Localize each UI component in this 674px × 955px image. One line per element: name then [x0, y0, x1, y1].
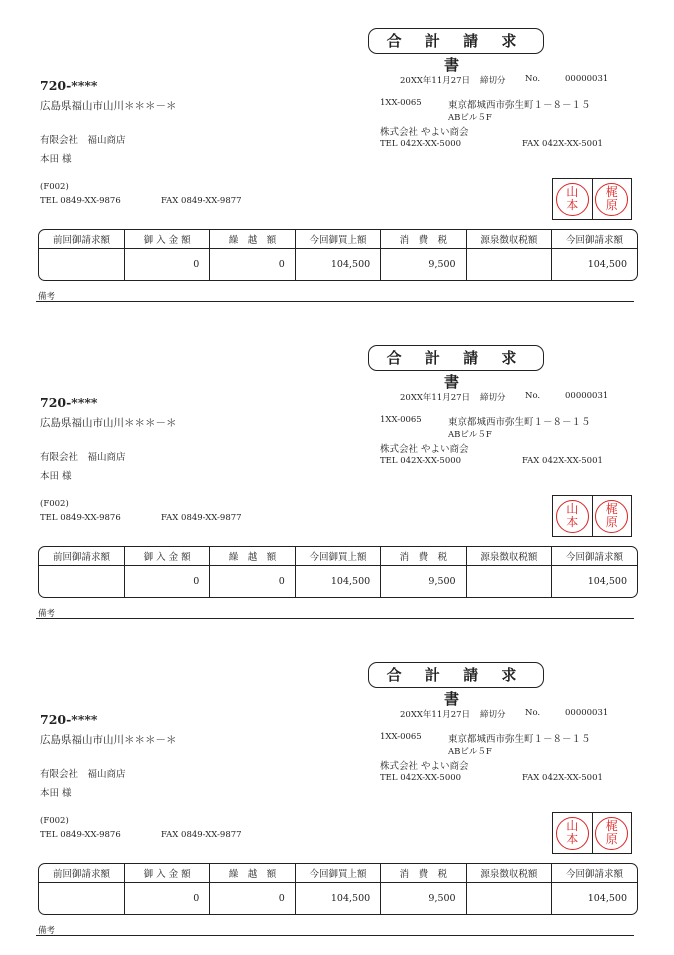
- issuer-tel: TEL 042X-XX-5000: [380, 139, 462, 149]
- col-payment-received: 御 入 金 額: [124, 864, 209, 883]
- issue-date: 20XX年11月27日: [400, 710, 471, 720]
- seal-box: [552, 178, 632, 220]
- issuer-company: 株式会社 やよい商会: [380, 127, 469, 138]
- issuer-tel: TEL 042X-XX-5000: [380, 456, 462, 466]
- issuer-fax: FAX 042X-XX-5001: [522, 139, 603, 149]
- recipient-postal: 720-****: [40, 712, 98, 727]
- col-consumption-tax: 消 費 税: [381, 547, 466, 566]
- amounts-table: [38, 546, 638, 598]
- val-withholding-tax: [466, 566, 551, 598]
- invoice-copy-3: [0, 634, 674, 952]
- invoice-no-value: 00000031: [565, 391, 609, 401]
- val-current-purchases: 104,500: [295, 566, 380, 598]
- remarks-label: 備考: [38, 292, 56, 302]
- invoice-title: 合 計 請 求 書: [368, 28, 544, 54]
- col-previous-billing: 前回御請求額: [39, 547, 124, 566]
- val-withholding-tax: [466, 883, 551, 915]
- seal-stamp-kajiwara: 梶 原: [595, 500, 628, 533]
- issuer-company: 株式会社 やよい商会: [380, 444, 469, 455]
- col-previous-billing: 前回御請求額: [39, 864, 124, 883]
- val-previous-billing: [39, 249, 124, 281]
- recipient-fax: FAX 0849-XX-9877: [161, 830, 242, 840]
- seal-cell: [553, 179, 592, 219]
- closing-label: 締切分: [480, 76, 506, 86]
- val-carried-over: 0: [210, 883, 295, 915]
- col-current-billing: 今回御請求額: [552, 547, 637, 566]
- recipient-tel: TEL 0849-XX-9876: [40, 830, 121, 840]
- issuer-address2: ABビル５F: [448, 430, 492, 440]
- issuer-address1: 東京都城西市弥生町１－８－１５: [448, 734, 591, 745]
- recipient-code: (F002): [40, 816, 69, 826]
- col-consumption-tax: 消 費 税: [381, 864, 466, 883]
- col-carried-over: 繰 越 額: [210, 230, 295, 249]
- invoice-no-label: No.: [525, 74, 541, 84]
- recipient-tel: TEL 0849-XX-9876: [40, 196, 121, 206]
- amounts-table: [38, 229, 638, 281]
- recipient-code: (F002): [40, 182, 69, 192]
- val-previous-billing: [39, 883, 124, 915]
- issuer-address2: ABビル５F: [448, 113, 492, 123]
- recipient-tel: TEL 0849-XX-9876: [40, 513, 121, 523]
- col-withholding-tax: 源泉徴収税額: [466, 864, 551, 883]
- issuer-address1: 東京都城西市弥生町１－８－１５: [448, 417, 591, 428]
- issuer-fax: FAX 042X-XX-5001: [522, 456, 603, 466]
- col-current-billing: 今回御請求額: [552, 864, 637, 883]
- recipient-address: 広島県福山市山川＊＊＊－＊: [40, 417, 177, 429]
- remarks-label: 備考: [38, 609, 56, 619]
- invoice-title: 合 計 請 求 書: [368, 345, 544, 371]
- col-withholding-tax: 源泉徴収税額: [466, 547, 551, 566]
- val-consumption-tax: 9,500: [381, 883, 466, 915]
- val-current-purchases: 104,500: [295, 883, 380, 915]
- seal-stamp-kajiwara: 梶 原: [595, 817, 628, 850]
- recipient-person: 本田 様: [40, 154, 72, 165]
- seal-cell: [592, 813, 632, 853]
- col-payment-received: 御 入 金 額: [124, 230, 209, 249]
- seal-stamp-kajiwara: 梶 原: [595, 183, 628, 216]
- val-previous-billing: [39, 566, 124, 598]
- invoice-no-value: 00000031: [565, 74, 609, 84]
- val-current-purchases: 104,500: [295, 249, 380, 281]
- val-consumption-tax: 9,500: [381, 249, 466, 281]
- invoice-no-label: No.: [525, 708, 541, 718]
- recipient-fax: FAX 0849-XX-9877: [161, 513, 242, 523]
- col-carried-over: 繰 越 額: [210, 547, 295, 566]
- seal-cell: [553, 496, 592, 536]
- recipient-person: 本田 様: [40, 788, 72, 799]
- seal-stamp-yamamoto: 山 本: [556, 500, 589, 533]
- val-payment-received: 0: [124, 566, 209, 598]
- issuer-postal: 1XX-0065: [380, 98, 422, 108]
- seal-box: [552, 495, 632, 537]
- seal-cell: [553, 813, 592, 853]
- col-current-purchases: 今回御買上額: [295, 230, 380, 249]
- issuer-postal: 1XX-0065: [380, 415, 422, 425]
- remarks-divider: [36, 301, 634, 302]
- col-previous-billing: 前回御請求額: [39, 230, 124, 249]
- seal-stamp-yamamoto: 山 本: [556, 183, 589, 216]
- recipient-company: 有限会社 福山商店: [40, 769, 126, 780]
- recipient-company: 有限会社 福山商店: [40, 135, 126, 146]
- issuer-address1: 東京都城西市弥生町１－８－１５: [448, 100, 591, 111]
- col-consumption-tax: 消 費 税: [381, 230, 466, 249]
- closing-label: 締切分: [480, 393, 506, 403]
- invoice-copy-1: [0, 0, 674, 318]
- invoice-no-value: 00000031: [565, 708, 609, 718]
- val-consumption-tax: 9,500: [381, 566, 466, 598]
- issuer-address2: ABビル５F: [448, 747, 492, 757]
- issuer-tel: TEL 042X-XX-5000: [380, 773, 462, 783]
- val-payment-received: 0: [124, 883, 209, 915]
- invoice-no-label: No.: [525, 391, 541, 401]
- invoice-copy-2: [0, 317, 674, 635]
- recipient-postal: 720-****: [40, 395, 98, 410]
- val-payment-received: 0: [124, 249, 209, 281]
- issue-date: 20XX年11月27日: [400, 76, 471, 86]
- remarks-label: 備考: [38, 926, 56, 936]
- recipient-address: 広島県福山市山川＊＊＊－＊: [40, 734, 177, 746]
- issue-date: 20XX年11月27日: [400, 393, 471, 403]
- val-carried-over: 0: [210, 566, 295, 598]
- val-current-billing: 104,500: [552, 883, 637, 915]
- recipient-code: (F002): [40, 499, 69, 509]
- col-current-purchases: 今回御買上額: [295, 547, 380, 566]
- seal-box: [552, 812, 632, 854]
- recipient-address: 広島県福山市山川＊＊＊－＊: [40, 100, 177, 112]
- issuer-fax: FAX 042X-XX-5001: [522, 773, 603, 783]
- remarks-divider: [36, 618, 634, 619]
- recipient-fax: FAX 0849-XX-9877: [161, 196, 242, 206]
- invoice-title: 合 計 請 求 書: [368, 662, 544, 688]
- amounts-table: [38, 863, 638, 915]
- seal-cell: [592, 179, 632, 219]
- val-current-billing: 104,500: [552, 566, 637, 598]
- val-withholding-tax: [466, 249, 551, 281]
- recipient-postal: 720-****: [40, 78, 98, 93]
- issuer-postal: 1XX-0065: [380, 732, 422, 742]
- issuer-company: 株式会社 やよい商会: [380, 761, 469, 772]
- col-withholding-tax: 源泉徴収税額: [466, 230, 551, 249]
- col-current-purchases: 今回御買上額: [295, 864, 380, 883]
- val-current-billing: 104,500: [552, 249, 637, 281]
- col-current-billing: 今回御請求額: [552, 230, 637, 249]
- recipient-company: 有限会社 福山商店: [40, 452, 126, 463]
- val-carried-over: 0: [210, 249, 295, 281]
- seal-stamp-yamamoto: 山 本: [556, 817, 589, 850]
- recipient-person: 本田 様: [40, 471, 72, 482]
- remarks-divider: [36, 935, 634, 936]
- closing-label: 締切分: [480, 710, 506, 720]
- col-carried-over: 繰 越 額: [210, 864, 295, 883]
- col-payment-received: 御 入 金 額: [124, 547, 209, 566]
- seal-cell: [592, 496, 632, 536]
